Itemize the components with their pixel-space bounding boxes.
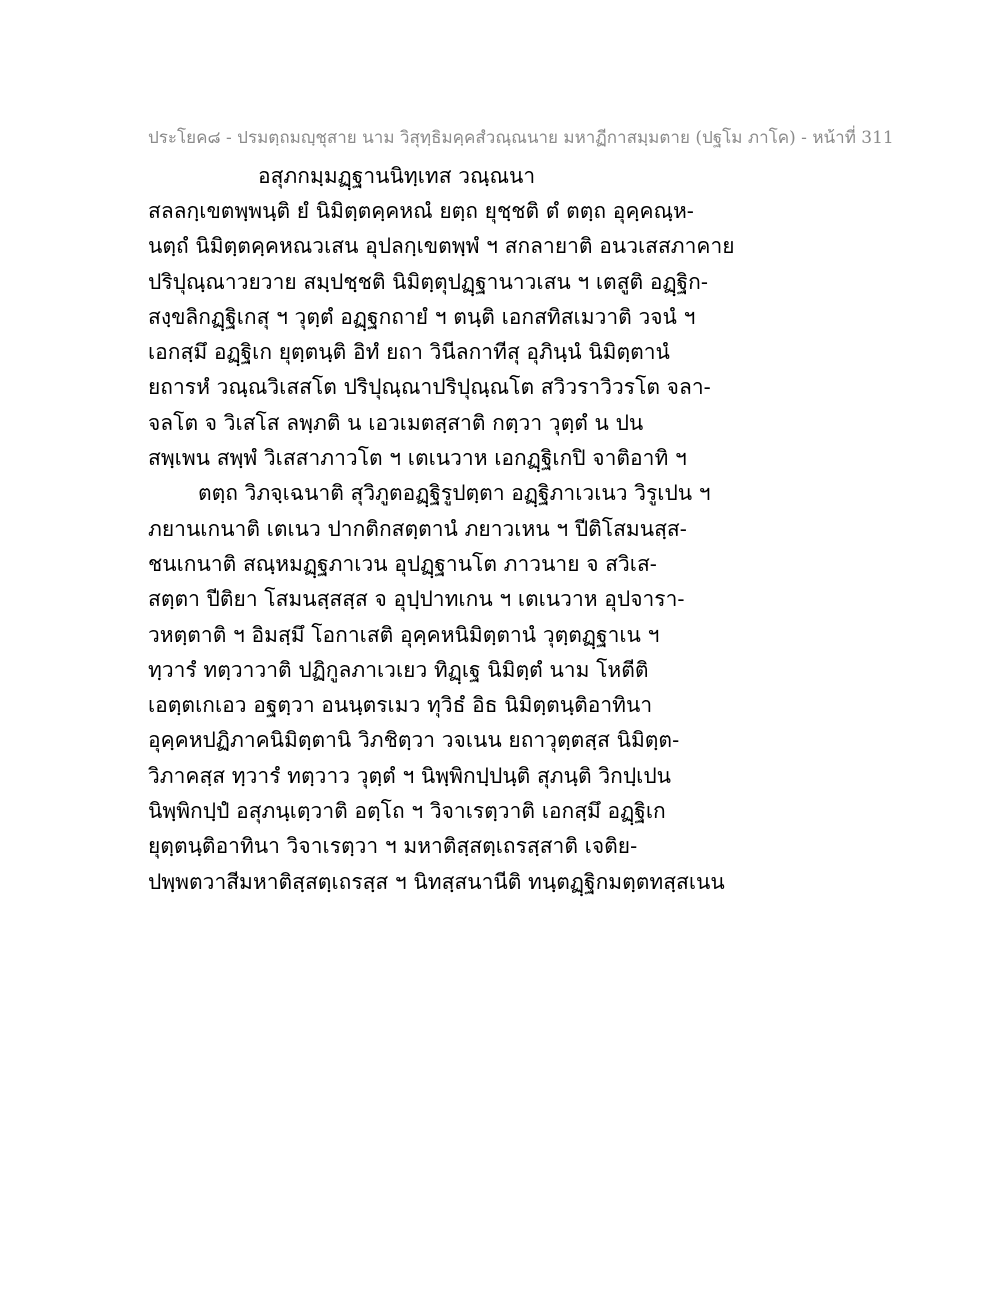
section-title: อสุภกมฺมฏฺฐานนิทฺเทส วณฺณนา <box>258 164 536 188</box>
text-line: เอตฺตเกเอว อฐตฺวา อนนฺตรเมว ทุวิธํ อิธ นิมิตฺตนฺติอาทินา <box>148 693 653 718</box>
text-line: ปพฺพตวาสีมหาติสฺสตฺเถรสฺส ฯ นิทสฺสนานีติ ทนฺตฏฺฐิกมตฺตทสฺสเนน <box>148 869 725 894</box>
text-line-paragraph-start: ตตฺถ วิภจฺเฉนาติ สุวิภูตอฏฺฐิรูปตฺตา อฏฺฐิภาเวเนว วิรูเปน ฯ <box>198 481 711 506</box>
body-text <box>148 194 848 900</box>
text-line: นตฺถํ นิมิตฺตคฺคหณวเสน อุปลกฺเขตพฺพํ ฯ สกลายาติ อนวเสสภาคาย <box>148 234 735 259</box>
text-line: สงฺขลิกฏฺฐิเกสุ ฯ วุตฺตํ อฏฺฐกถายํ ฯ ตนฺติ เอกสทิสเมวาติ วจนํ ฯ <box>148 304 696 329</box>
text-line: อุคฺคหปฏิภาคนิมิตฺตานิ วิภชิตฺวา วจเนน ยถาวุตฺตสฺส นิมิตฺต- <box>148 728 680 753</box>
running-header: ประโยค๘ - ปรมตฺถมญฺชุสาย นาม วิสุทฺธิมคฺคสํวณฺณนาย มหาฏีกาสมฺมตาย (ปฐโม ภาโค) - หน้าที่ 311 <box>148 128 894 148</box>
text-line: สตฺตา ปีติยา โสมนสฺสสฺส จ อุปฺปาทเกน ฯ เตเนวาห อุปจารา- <box>148 587 685 612</box>
text-line: ปริปุณฺณาวยวาย สมฺปชฺชติ นิมิตฺตุปฏฺฐานาวเสน ฯ เตสูติ อฏฺฐิก- <box>148 269 708 294</box>
text-line: สพฺเพน สพฺพํ วิเสสาภาวโต ฯ เตเนวาห เอกฏฺฐิเกปิ จาติอาทิ ฯ <box>148 446 687 471</box>
text-line: วหตฺตาติ ฯ อิมสฺมึ โอกาเสติ อุคฺคหนิมิตฺตานํ วุตฺตฏฺฐาเน ฯ <box>148 622 660 647</box>
text-line: นิพฺพิกปฺปํ อสุภนฺเตฺวาติ อตฺโถ ฯ วิจาเรตฺวาติ เอกสฺมึ อฏฺฐิเก <box>148 799 666 824</box>
text-line: ทฺวารํ ทตฺวาวาติ ปฏิกูลภาเวเยว ทิฏฺเฐ นิมิตฺตํ นาม โหตีติ <box>148 657 649 682</box>
text-line: สลลกฺเขตพฺพนฺติ ยํ นิมิตฺตคฺคหณํ ยตฺถ ยุชฺชติ ตํ ตตฺถ อุคฺคณฺห- <box>148 199 694 223</box>
text-line: ชนเกนาติ สณฺหมฏฺฐภาเวน อุปฏฺฐานโต ภาวนาย จ สวิเส- <box>148 551 657 576</box>
text-line: ยถารหํ วณฺณวิเสสโต ปริปุณฺณาปริปุณฺณโต สวิวราวิวรโต จลา- <box>148 375 711 400</box>
text-line: ภยานเกนาติ เตเนว ปากติกสตฺตานํ ภยาวเหน ฯ ปีติโสมนสฺส- <box>148 516 687 541</box>
text-line: ยุตฺตนฺติอาทินา วิจาเรตฺวา ฯ มหาติสฺสตฺเถรสฺสาติ เจติย- <box>148 834 638 859</box>
text-line: วิภาคสฺส ทฺวารํ ทตฺวาว วุตฺตํ ฯ นิพฺพิกปฺปนฺติ สุภนฺติ วิกปฺเปน <box>148 763 672 788</box>
text-line: เอกสฺมึ อฏฺฐิเก ยุตฺตนฺติ อิทํ ยถา วินีลกาทีสุ อุภินฺนํ นิมิตฺตานํ <box>148 340 670 365</box>
text-line: จลโต จ วิเสโส ลพฺภติ น เอวเมตสฺสาติ กตฺวา วุตฺตํ น ปน <box>148 410 644 435</box>
